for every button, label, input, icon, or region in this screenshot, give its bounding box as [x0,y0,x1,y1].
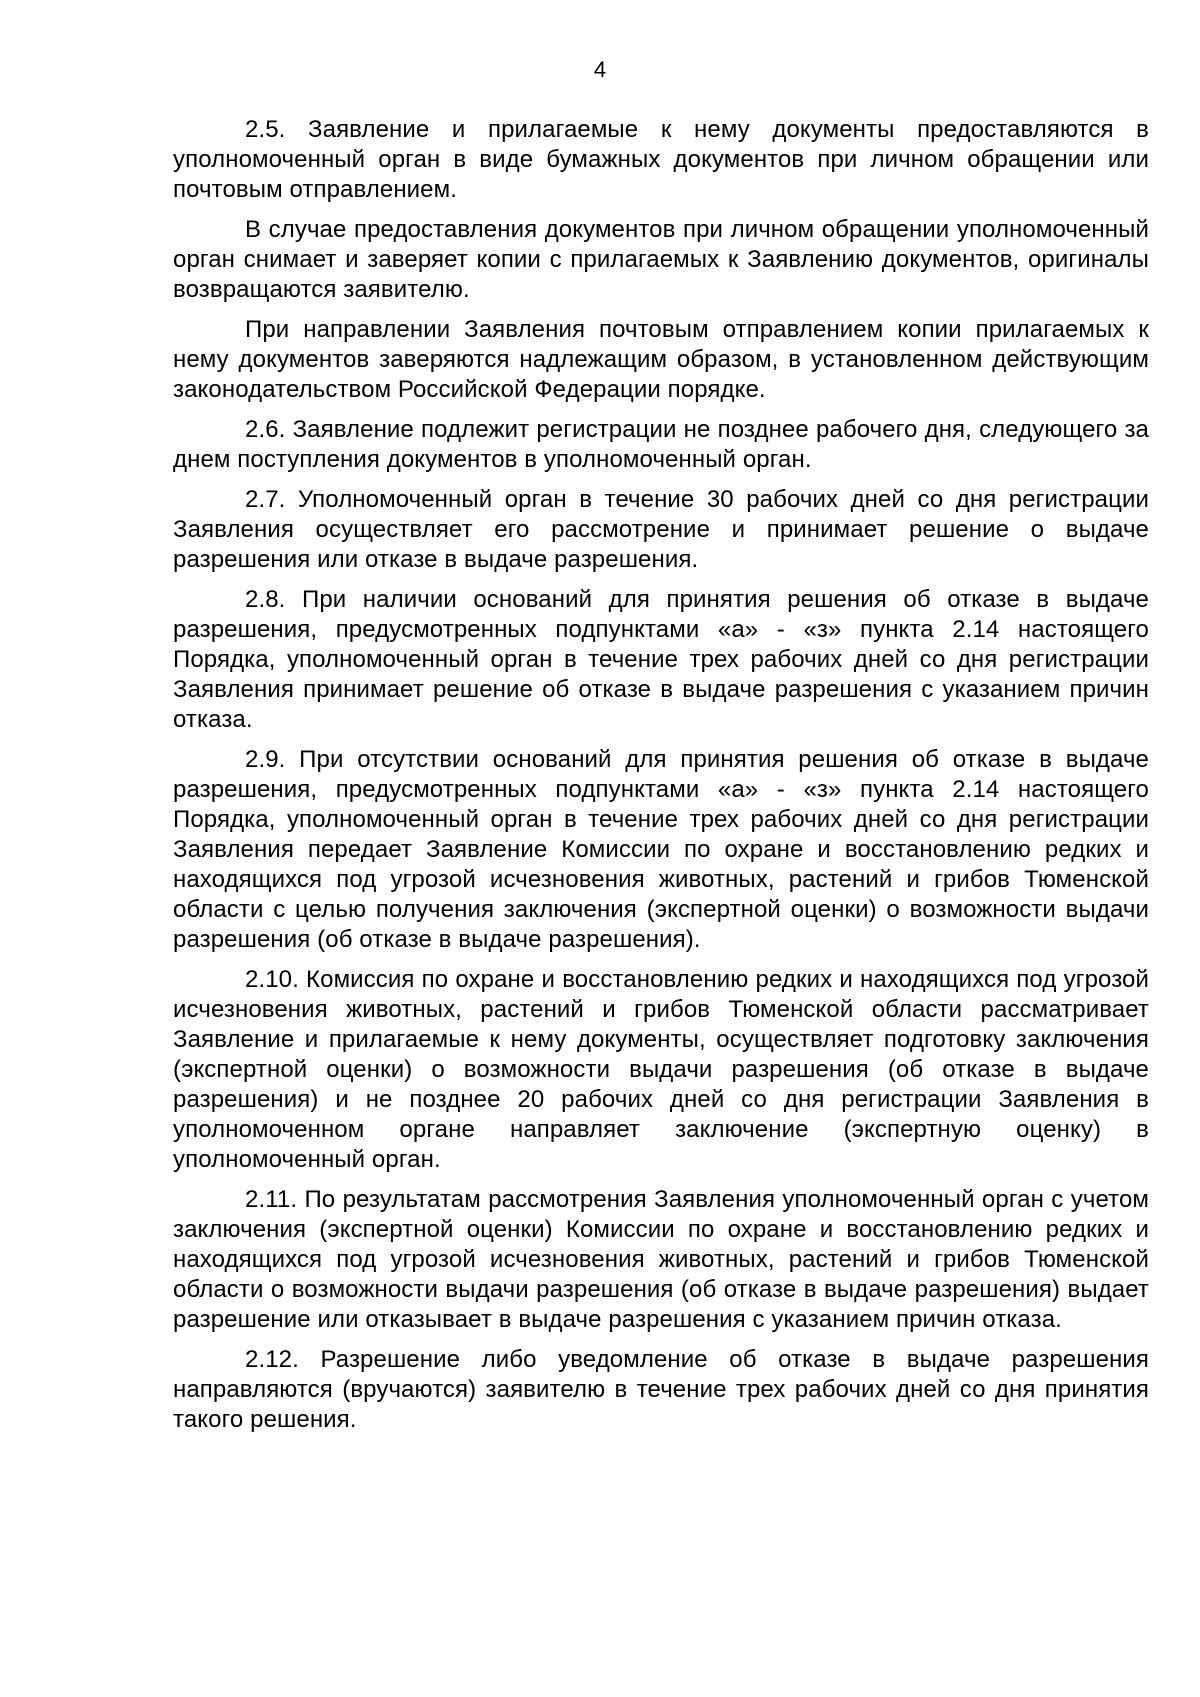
page-number: 4 [593,57,607,82]
paragraph-2-11: 2.11. По результатам рассмотрения Заявления уполномоченный орган с учетом заключения (экспертной оценки) Комиссии по охране и восстановлению редких и находящихся под угрозой исчезновения животных, растений и грибов Тюменской области о возможности выдачи разрешения (об отказе в выдаче разрешения) выдает разрешение или отказывает в выдаче разрешения с указанием причин отказа. [173,1186,1149,1333]
document-body [173,115,1149,1445]
paragraph-2-5: 2.5. Заявление и прилагаемые к нему документы предоставляются в уполномоченный орган в виде бумажных документов при личном обращении или почтовым отправлением. [173,116,1149,203]
paragraph-2-8: 2.8. При наличии оснований для принятия решения об отказе в выдаче разрешения, предусмотренных подпунктами «а» - «з» пункта 2.14 настоящего Порядка, уполномоченный орган в течение трех рабочих дней со дня регистрации Заявления принимает решение об отказе в выдаче разрешения с указанием причин отказа. [173,586,1149,733]
paragraph-2-5-postal-submission: При направлении Заявления почтовым отправлением копии прилагаемых к нему документов заверяются надлежащим образом, в установленном действующим законодательством Российской Федерации порядке. [173,316,1149,403]
paragraph-2-7: 2.7. Уполномоченный орган в течение 30 рабочих дней со дня регистрации Заявления осуществляет его рассмотрение и принимает решение о выдаче разрешения или отказе в выдаче разрешения. [173,486,1149,573]
paragraph-2-6: 2.6. Заявление подлежит регистрации не позднее рабочего дня, следующего за днем поступления документов в уполномоченный орган. [173,416,1149,473]
paragraph-2-5-personal-submission: В случае предоставления документов при личном обращении уполномоченный орган снимает и заверяет копии с прилагаемых к Заявлению документов, оригиналы возвращаются заявителю. [173,216,1149,303]
paragraph-2-10: 2.10. Комиссия по охране и восстановлению редких и находящихся под угрозой исчезновения животных, растений и грибов Тюменской области рассматривает Заявление и прилагаемые к нему документы, осуществляет подготовку заключения (экспертной оценки) о возможности выдачи разрешения (об отказе в выдаче разрешения) и не позднее 20 рабочих дней со дня регистрации Заявления в уполномоченном органе направляет заключение (экспертную оценку) в уполномоченный орган. [173,966,1149,1173]
paragraph-2-9: 2.9. При отсутствии оснований для принятия решения об отказе в выдаче разрешения, предусмотренных подпунктами «а» - «з» пункта 2.14 настоящего Порядка, уполномоченный орган в течение трех рабочих дней со дня регистрации Заявления передает Заявление Комиссии по охране и восстановлению редких и находящихся под угрозой исчезновения животных, растений и грибов Тюменской области с целью получения заключения (экспертной оценки) о возможности выдачи разрешения (об отказе в выдаче разрешения). [173,746,1149,953]
paragraph-2-12: 2.12. Разрешение либо уведомление об отказе в выдаче разрешения направляются (вручаются) заявителю в течение трех рабочих дней со дня принятия такого решения. [173,1346,1149,1433]
